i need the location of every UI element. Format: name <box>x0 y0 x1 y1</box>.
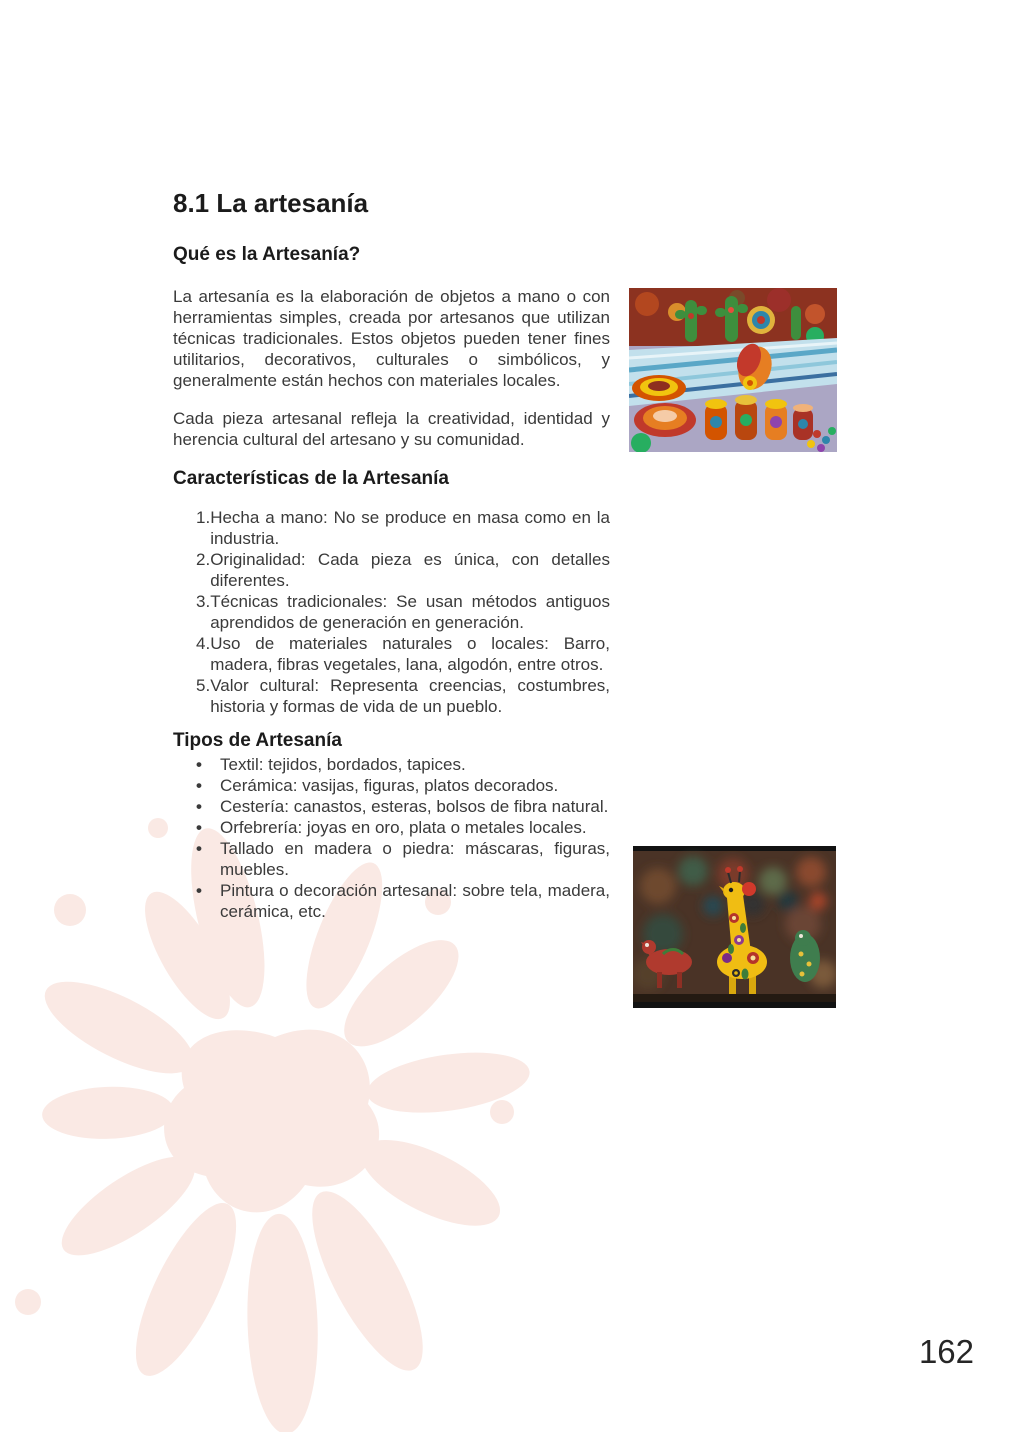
intro-paragraph-2: Cada pieza artesanal refleja la creatividad, identidad y herencia cultural del artesano y su comunidad. <box>173 409 610 449</box>
list-item <box>196 775 610 796</box>
list-number: 5. <box>196 676 211 695</box>
caracteristicas-numbered-list <box>173 507 610 717</box>
text-column <box>173 0 610 922</box>
list-item <box>196 591 610 633</box>
list-number: 4. <box>196 634 211 653</box>
list-item <box>196 817 610 838</box>
list-item <box>196 549 610 591</box>
list-item-text: Orfebrería: joyas en oro, plata o metales locales. <box>220 818 587 837</box>
huichol-beadwork-photo <box>629 288 837 452</box>
list-number: 1. <box>196 508 211 527</box>
list-item-text: Cerámica: vasijas, figuras, platos decorados. <box>220 776 559 795</box>
list-item-text: Valor cultural: Representa creencias, costumbres, historia y formas de vida de un pueblo. <box>210 676 610 716</box>
list-item <box>196 633 610 675</box>
bullet-icon: • <box>196 839 202 858</box>
list-item-text: Hecha a mano: No se produce en masa como en la industria. <box>210 508 610 548</box>
alebrijes-photo <box>633 846 836 1008</box>
list-item <box>196 838 610 880</box>
list-number: 2. <box>196 550 211 569</box>
list-item-text: Técnicas tradicionales: Se usan métodos antiguos aprendidos de generación en generación. <box>210 592 610 632</box>
bullet-icon: • <box>196 797 202 816</box>
intro-paragraph-1: La artesanía es la elaboración de objetos a mano o con herramientas simples, creada por artesanos que utilizan técnicas tradicionales. Estos objetos pueden tener fines utilitarios, decorativos, culturales o simbólicos, y generalmente están hechos con materiales locales. <box>173 287 610 390</box>
list-item-text: Cestería: canastos, esteras, bolsos de fibra natural. <box>220 797 609 816</box>
list-item <box>196 880 610 922</box>
list-item <box>196 754 610 775</box>
tipos-heading: Tipos de Artesanía <box>173 730 342 751</box>
page-number: 162 <box>918 1333 974 1370</box>
list-item-text: Originalidad: Cada pieza es única, con detalles diferentes. <box>210 550 610 590</box>
list-number: 3. <box>196 592 211 611</box>
tipos-bullet-list <box>173 754 610 922</box>
bullet-icon: • <box>196 881 202 900</box>
list-item-text: Tallado en madera o piedra: máscaras, figuras, muebles. <box>220 839 610 879</box>
list-item-text: Uso de materiales naturales o locales: Barro, madera, fibras vegetales, lana, algodón, entre otros. <box>210 634 610 674</box>
intro-heading: Qué es la Artesanía? <box>173 244 361 265</box>
list-item-text: Pintura o decoración artesanal: sobre tela, madera, cerámica, etc. <box>220 881 610 921</box>
list-item <box>196 796 610 817</box>
page-title: 8.1 La artesanía <box>173 188 369 218</box>
list-item <box>196 507 610 549</box>
bullet-icon: • <box>196 818 202 837</box>
caracteristicas-heading: Características de la Artesanía <box>173 468 450 489</box>
list-item <box>196 675 610 717</box>
bullet-icon: • <box>196 776 202 795</box>
list-item-text: Textil: tejidos, bordados, tapices. <box>220 755 466 774</box>
bullet-icon: • <box>196 755 202 774</box>
